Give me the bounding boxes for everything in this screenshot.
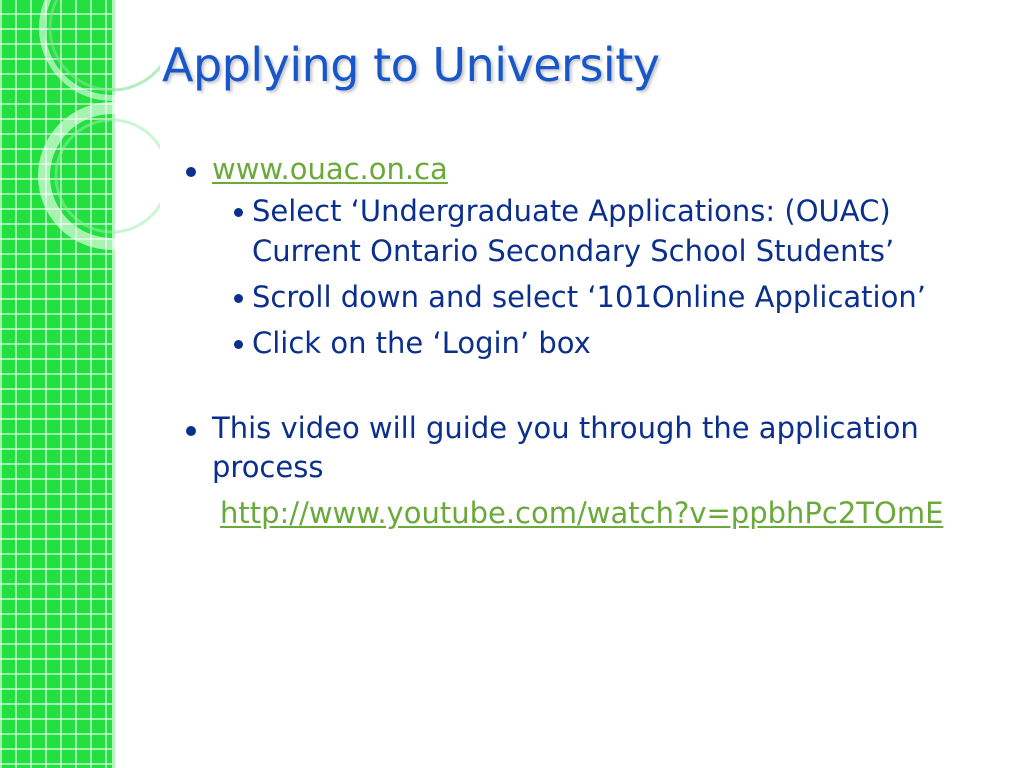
slide-content bbox=[186, 150, 986, 533]
sub-bullet-scroll: Scroll down and select ‘101Online Application’ bbox=[212, 277, 986, 317]
sub-bullet-select: Select ‘Undergraduate Applications: (OUAC) Current Ontario Secondary School Students’ bbox=[212, 191, 986, 271]
video-link-container bbox=[220, 493, 980, 533]
sub-bullet-list bbox=[212, 191, 986, 363]
decorative-rings-icon bbox=[0, 0, 160, 300]
youtube-link[interactable]: http://www.youtube.com/watch?v=ppbhPc2TOmE bbox=[220, 496, 944, 530]
bullet-list bbox=[186, 150, 986, 487]
slide-title: Applying to University bbox=[162, 38, 660, 92]
video-description: This video will guide you through the application process bbox=[212, 411, 919, 484]
ouac-link[interactable]: www.ouac.on.ca bbox=[212, 152, 448, 186]
sub-bullet-login: Click on the ‘Login’ box bbox=[212, 323, 986, 363]
bullet-spacer bbox=[186, 369, 986, 409]
bullet-video bbox=[186, 409, 986, 487]
bullet-ouac bbox=[186, 150, 986, 363]
